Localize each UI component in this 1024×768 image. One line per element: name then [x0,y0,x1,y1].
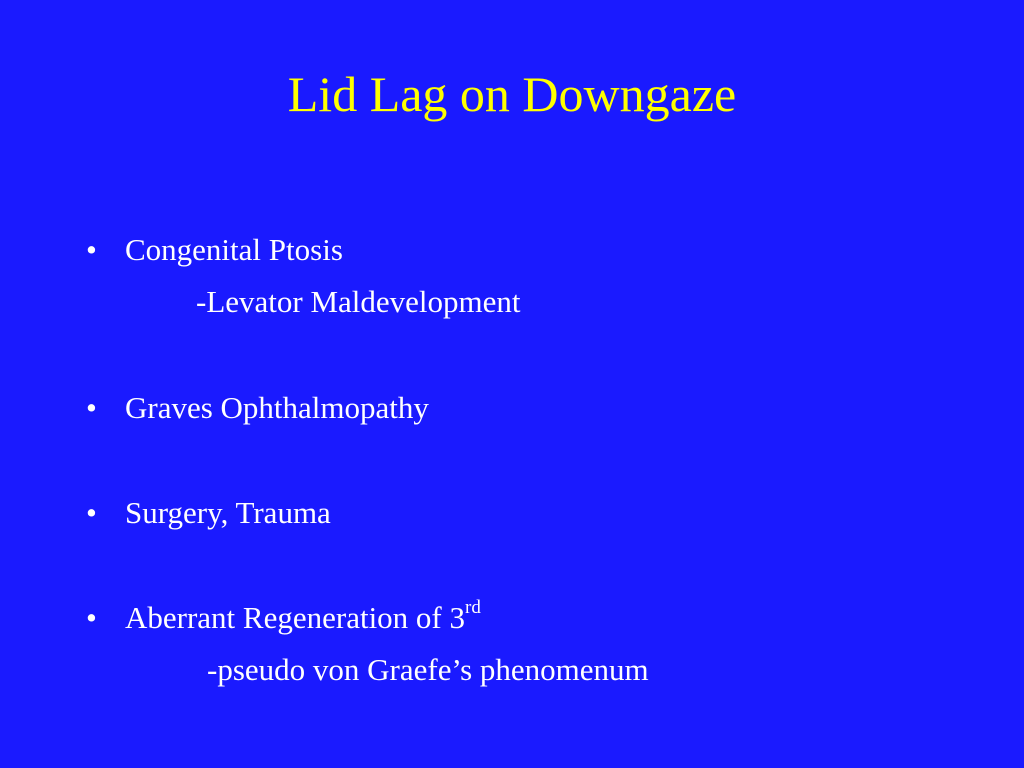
sub-item-pseudo-von-graefe: -pseudo von Graefe’s phenomenum [207,652,649,687]
bullet-dot: • [86,600,97,635]
bullet-dot: • [86,495,97,530]
bullet-dot: • [86,390,97,425]
bullet-item-aberrant-regeneration-text: Aberrant Regeneration of 3 [125,600,466,635]
bullet-item-surgery-trauma: Surgery, Trauma [125,495,331,530]
slide-title: Lid Lag on Downgaze [287,66,737,122]
sub-item-levator-maldevelopment: -Levator Maldevelopment [196,284,521,319]
bullet-item-congenital-ptosis: Congenital Ptosis [125,232,343,267]
ordinal-superscript: rd [465,596,481,618]
bullet-dot: • [86,232,97,267]
bullet-item-aberrant-regeneration [125,598,481,638]
bullet-item-graves-ophthalmopathy: Graves Ophthalmopathy [125,390,429,425]
